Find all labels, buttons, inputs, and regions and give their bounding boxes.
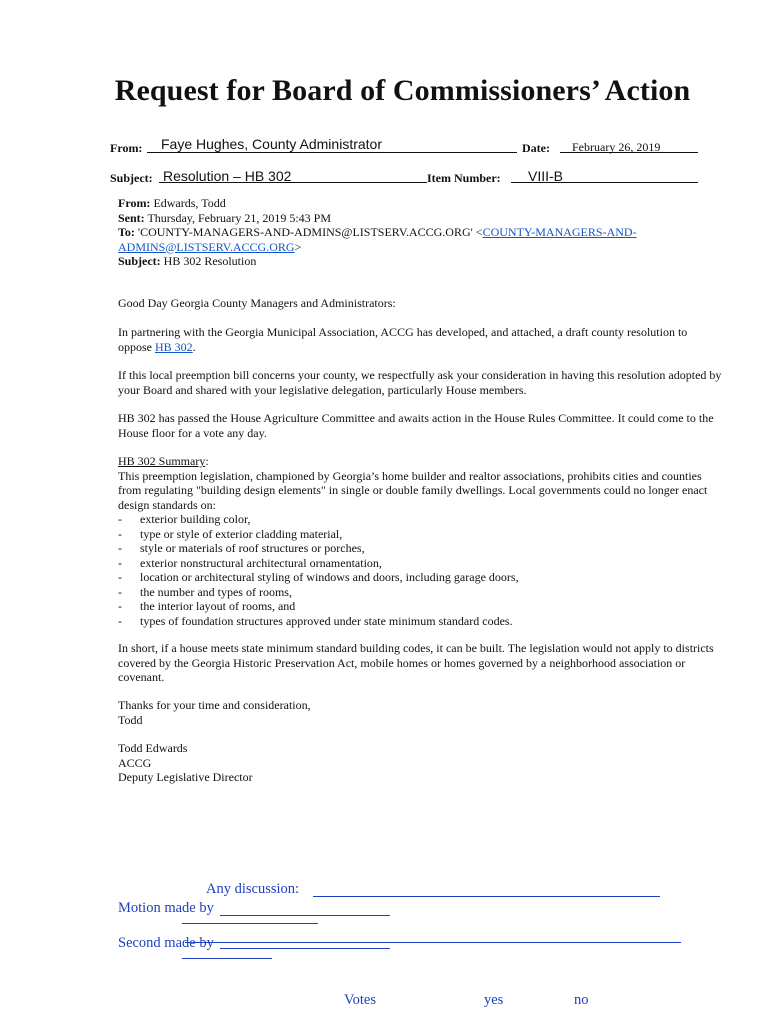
date-label: Date: — [522, 141, 550, 155]
hb302-link[interactable]: HB 302 — [155, 339, 193, 354]
paragraph-3: HB 302 has passed the House Agriculture Committee and awaits action in the House Rules Committee. It could come to the House floor for a vote any day. — [118, 411, 714, 440]
email-from: Edwards, Todd — [153, 196, 226, 210]
from-underline — [147, 152, 517, 153]
paragraph-1 — [118, 325, 723, 354]
list-item-text: exterior nonstructural architectural ornamentation, — [140, 555, 382, 570]
list-item — [118, 556, 723, 571]
second-line-2 — [182, 958, 272, 959]
list-item — [118, 570, 723, 585]
email-sent-label: Sent: — [118, 210, 145, 225]
motion-line-2 — [182, 923, 318, 924]
paragraph-1-text: In partnering with the Georgia Municipal Association, ACCG has developed, and attached, a draft county resolution to oppose — [118, 325, 688, 354]
list-item-text: location or architectural styling of windows and doors, including garage doors, — [140, 570, 519, 584]
bullet-marker: - — [118, 512, 122, 526]
motion-label: Motion made by — [118, 900, 214, 916]
bullet-marker: - — [118, 526, 122, 541]
bullet-marker: - — [118, 613, 122, 628]
list-item — [118, 585, 723, 600]
email-subject-label: Subject: — [118, 254, 161, 268]
email-subject: HB 302 Resolution — [163, 254, 257, 268]
bullet-marker: - — [118, 570, 122, 584]
from-field[interactable]: Faye Hughes, County Administrator — [161, 136, 382, 152]
email-to-close: > — [294, 239, 302, 254]
signature-name: Todd Edwards — [118, 741, 188, 755]
list-item-text: exterior building color, — [140, 512, 251, 526]
from-label: From: — [110, 141, 143, 155]
email-to: 'COUNTY-MANAGERS-AND-ADMINS@LISTSERV.ACCG.ORG' < — [137, 225, 483, 239]
votes-label: Votes — [344, 992, 376, 1008]
second-label: Second made by — [118, 935, 214, 951]
motion-line[interactable] — [220, 915, 390, 916]
email-to-label: To: — [118, 225, 135, 239]
discussion-label: Any discussion: — [206, 881, 300, 897]
closing-line: Thanks for your time and consideration, — [118, 698, 311, 712]
closing — [118, 698, 723, 727]
signature-title: Deputy Legislative Director — [118, 770, 253, 784]
list-item — [118, 614, 723, 629]
list-item-text: the interior layout of rooms, and — [140, 599, 296, 613]
discussion-line[interactable] — [313, 896, 660, 897]
list-item-text: type or style of exterior cladding material, — [140, 526, 343, 541]
page-title: Request for Board of Commissioners’ Action — [114, 74, 691, 107]
subject-field[interactable]: Resolution – HB 302 — [163, 168, 292, 184]
second-line-long — [185, 942, 681, 943]
email-from-label: From: — [118, 196, 151, 210]
date-field[interactable]: February 26, 2019 — [572, 140, 661, 154]
summary-colon: : — [205, 454, 209, 468]
list-item — [118, 527, 723, 542]
list-item — [118, 599, 723, 614]
list-item-text: types of foundation structures approved under state minimum standard codes. — [140, 613, 513, 628]
paragraph-1-end: . — [192, 339, 196, 354]
list-item — [118, 541, 723, 556]
list-item-text: the number and types of rooms, — [140, 584, 292, 599]
item-number-field[interactable]: VIII-B — [528, 168, 564, 184]
closing-name: Todd — [118, 712, 143, 727]
list-item-text: style or materials of roof structures or porches, — [140, 541, 365, 555]
bullet-marker: - — [118, 599, 122, 613]
summary-heading: HB 302 Summary — [118, 454, 206, 468]
subject-label: Subject: — [110, 171, 153, 185]
list-item — [118, 512, 723, 527]
summary-section — [118, 454, 723, 628]
email-sent: Thursday, February 21, 2019 5:43 PM — [147, 210, 332, 225]
signature-org: ACCG — [118, 755, 152, 770]
email-greeting: Good Day Georgia County Managers and Administrators: — [118, 296, 396, 310]
email-header — [118, 196, 723, 269]
paragraph-4: In short, if a house meets state minimum standard building codes, it can be built. The legislation would not apply to districts covered by the Georgia Historic Preservation Act, mobile homes or homes governed by a neighborhood association or covenant. — [118, 641, 714, 684]
email-to-link[interactable]: COUNTY-MANAGERS-AND-ADMINS@LISTSERV.ACCG.ORG — [118, 225, 637, 254]
item-number-label: Item Number: — [427, 171, 501, 185]
yes-label: yes — [484, 992, 504, 1008]
summary-intro: This preemption legislation, championed by Georgia’s home builder and realtor associations, prohibits cities and counties from regulating "building design elements" in single or double family dwellings. Local governments could no longer enact design standards on: — [118, 468, 708, 512]
bullet-marker: - — [118, 555, 122, 570]
no-label: no — [574, 992, 589, 1008]
bullet-marker: - — [118, 584, 122, 599]
bullet-marker: - — [118, 541, 122, 555]
second-line[interactable] — [220, 948, 390, 949]
paragraph-2: If this local preemption bill concerns your county, we respectfully ask your consideration in having this resolution adopted by your Board and shared with your legislative delegation, particularly House members. — [118, 368, 722, 397]
signature — [118, 741, 723, 785]
